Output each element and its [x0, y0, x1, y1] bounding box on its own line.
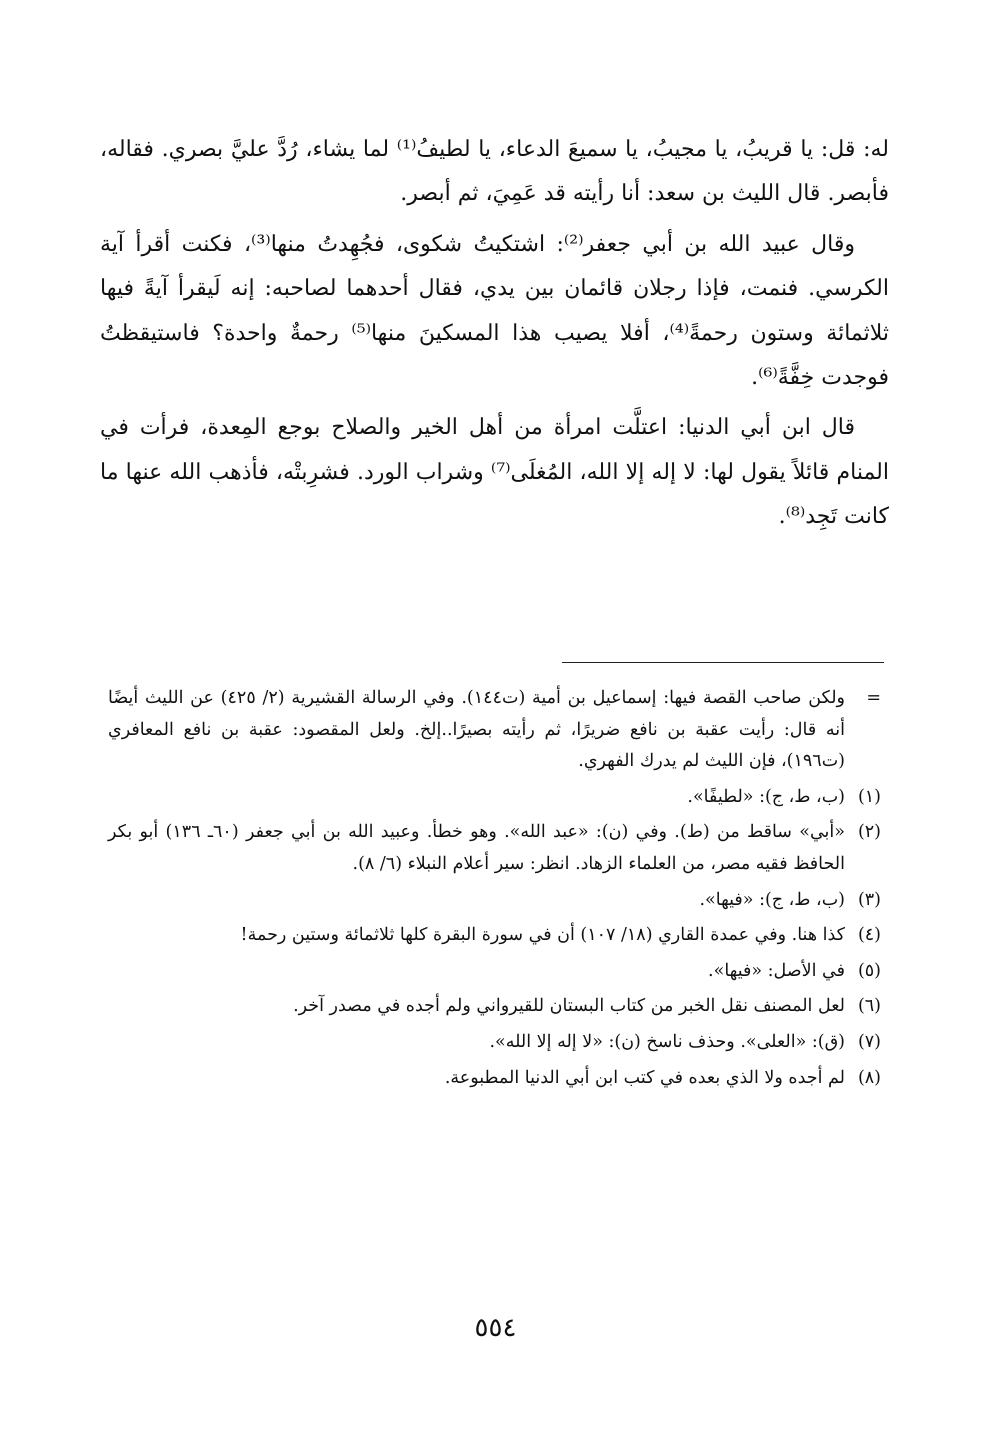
- footnote-marker: (٢): [857, 822, 881, 843]
- footnote-text: (ب، ط، ج): «فيها».: [699, 889, 845, 910]
- paragraph-3: قال ابن أبي الدنيا: اعتلَّت امرأة من أهل الخير والصلاح بوجع المِعدة، فرأت في المنام قائلاً يقول لها: لا إله إلا الله، المُغلَى⁽⁷⁾ وشراب الورد. فشرِبتْه، فأذهب الله عنها ما كانت تَجِد⁽⁸⁾.: [100, 415, 889, 530]
- footnotes: [108, 683, 881, 1098]
- footnote-marker: =: [866, 688, 881, 708]
- footnote-8: [108, 1063, 881, 1095]
- paragraph-1: له: قل: يا قريبُ، يا مجيبُ، يا سميعَ الدعاء، يا لطيفُ⁽¹⁾ لما يشاء، رُدَّ عليَّ بصري. فقاله، فأبصر. قال الليث بن سعد: أنا رأيته قد عَمِيَ، ثم أبصر.: [100, 137, 889, 207]
- footnote-marker: (٤): [857, 925, 881, 946]
- footnote-text: (ق): «العلى». وحذف ناسخ (ن): «لا إله إلا الله».: [489, 1031, 845, 1052]
- footnote-marker: (١): [857, 786, 881, 807]
- footnote-text: لم أجده ولا الذي بعده في كتب ابن أبي الدنيا المطبوعة.: [444, 1067, 845, 1088]
- footnote-text: في الأصل: «فيها».: [708, 960, 845, 981]
- footnote-separator: [562, 662, 884, 663]
- footnote-marker: (٣): [857, 889, 881, 910]
- footnote-marker: (٨): [857, 1067, 881, 1088]
- footnote-text: كذا هنا. وفي عمدة القاري (١٨/ ١٠٧) أن في سورة البقرة كلها ثلاثمائة وستين رحمة!: [240, 925, 845, 946]
- footnote-text: لعل المصنف نقل الخبر من كتاب البستان للقيرواني ولم أجده في مصدر آخر.: [293, 996, 845, 1017]
- footnote-2: [108, 817, 881, 880]
- page-number: ٥٥٤: [474, 1313, 517, 1343]
- footnote-1: [108, 782, 881, 814]
- footnote-6: [108, 991, 881, 1023]
- footnote-text: ولكن صاحب القصة فيها: إسماعيل بن أمية (ت١٤٤). وفي الرسالة القشيرية (٢/ ٤٢٥) عن الليث أيضًا أنه قال: رأيت عقبة بن نافع ضريرًا، ثم رأيته بصيرًا..إلخ. ولعل المقصود: عقبة بن نافع المعافري (ت١٩٦)، فإن الليث لم يدرك الفهري.: [108, 688, 845, 772]
- footnote-marker: (٥): [857, 960, 881, 981]
- footnote-marker: (٦): [857, 996, 881, 1017]
- footnote-3: [108, 885, 881, 917]
- main-text: [100, 128, 889, 540]
- footnote-4: [108, 920, 881, 952]
- footnote-7: [108, 1027, 881, 1059]
- footnote-text: (ب، ط، ج): «لطيفًا».: [687, 786, 845, 807]
- footnote-marker: (٧): [857, 1031, 881, 1052]
- footnote-5: [108, 956, 881, 988]
- paragraph-2: وقال عبيد الله بن أبي جعفر⁽²⁾: اشتكيتُ شكوى، فجُهِدتُ منها⁽³⁾، فكنت أقرأ آية الكرسي. فنمت، فإذا رجلان قائمان بين يدي، فقال أحدهما لصاحبه: إنه لَيقرأ آيةً فيها ثلاثمائة وستون رحمةً⁽⁴⁾، أفلا يصيب هذا المسكينَ منها⁽⁵⁾ رحمةٌ واحدة؟ فاستيقظتُ فوجدت خِفَّةً⁽⁶⁾.: [100, 231, 890, 391]
- footnote-text: «أبي» ساقط من (ط). وفي (ن): «عبد الله». وهو خطأ. وعبيد الله بن أبي جعفر (٦٠ـ ١٣٦) أبو بكر الحافظ فقيه مصر، من العلماء الزهاد. انظر: سير أعلام النبلاء (٦/ ٨).: [108, 822, 845, 874]
- footnote-continued: [108, 683, 881, 778]
